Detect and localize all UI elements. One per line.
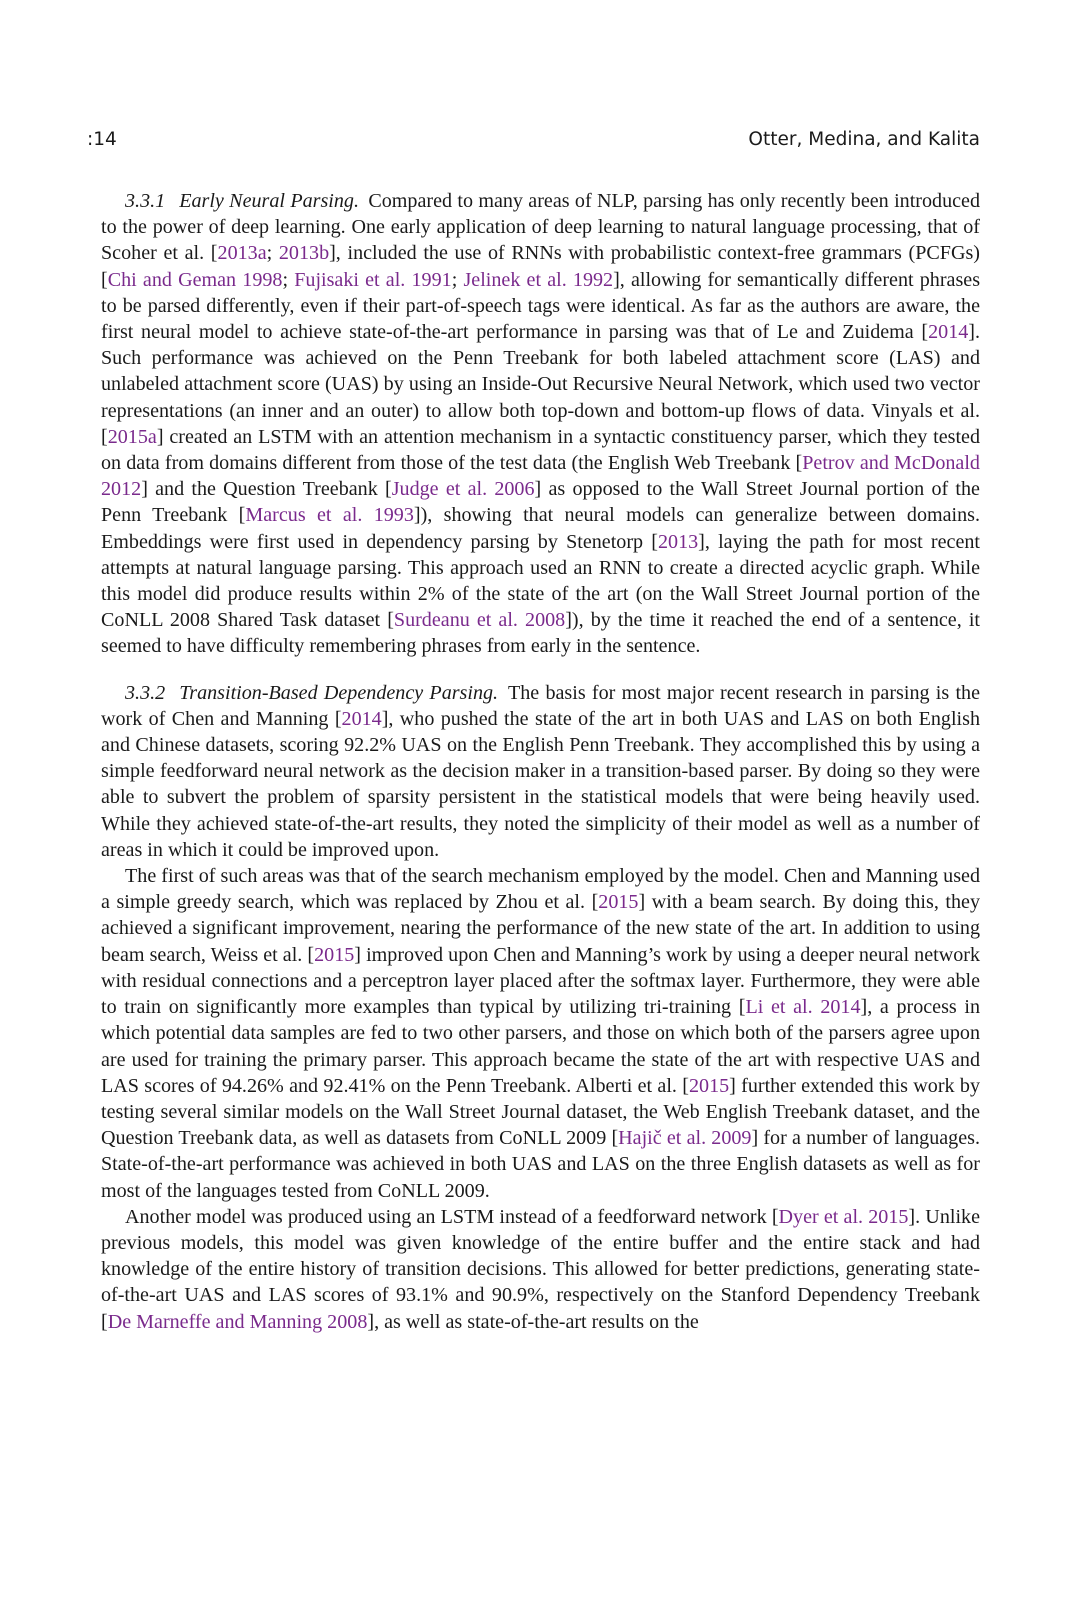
- citation-link[interactable]: 2013: [657, 530, 699, 553]
- citation-link[interactable]: Marcus et al. 1993: [245, 504, 414, 527]
- paragraph-lstm-model: [101, 1204, 980, 1335]
- paragraph-text: Compared to many areas of NLP, parsing has only recently been introduced to the power of deep learning. One early application of deep learning to natural language processing, that of Scoher et al. [: [101, 190, 980, 265]
- paragraph-text: ] improved upon Chen and Manning’s work by using a deeper neural network with residual connections and a perceptron layer placed after the softmax layer. Furthermore, they were able to train on significantly more examples than typical by utilizing tri-training [: [101, 943, 980, 1019]
- paragraph-text: ], as well as state-of-the-art results on the: [367, 1310, 699, 1333]
- paragraph-text: ]), showing that neural models can generalize between domains. Embeddings were first used in dependency parsing by Stenetorp [: [101, 504, 981, 553]
- citation-link[interactable]: 2015a: [107, 425, 157, 448]
- paragraph-search-mechanism: [101, 863, 980, 1204]
- paragraph-text: ] with a beam search. By doing this, they achieved a significant improvement, nearing the performance of the new state of the art. In addition to using beam search, Weiss et al. [: [101, 891, 980, 966]
- citation-link[interactable]: Surdeanu et al. 2008: [393, 609, 566, 632]
- citation-link[interactable]: 2014: [341, 707, 382, 730]
- section-title: Early Neural Parsing.: [179, 190, 359, 212]
- citation-link[interactable]: Judge et al. 2006: [391, 478, 535, 501]
- paragraph-text: ]. Unlike previous models, this model was given knowledge of the entire buffer and the entire stack and had knowledge of the entire history of transition decisions. This allowed for better predictions, generating state-of-the-art UAS and LAS scores of 93.1% and 90.9%, respectively on the Stanford Dependency Treebank [: [101, 1205, 980, 1333]
- paragraph-text: ] as opposed to the Wall Street Journal portion of the Penn Treebank [: [101, 478, 980, 527]
- paragraph-text: ;: [282, 268, 295, 291]
- paragraph-text: ] created an LSTM with an attention mechanism in a syntactic constituency parser, which they tested on data from domains different from those of the test data (the English Web Treebank [: [101, 425, 980, 475]
- citation-link[interactable]: Chi and Geman 1998: [107, 268, 283, 291]
- paragraph-text: ], a process in which potential data samples are fed to two other parsers, and those on which both of the parsers agree upon are used for training the primary parser. This approach became the state of the art with respective UAS and LAS scores of 94.26% and 92.41% on the Penn Treebank. Alberti et al. [: [101, 996, 981, 1097]
- section-number: 3.3.1: [125, 190, 166, 212]
- citation-link[interactable]: 2013b: [278, 242, 330, 265]
- citation-link[interactable]: 2014: [928, 321, 969, 344]
- citation-link[interactable]: Jelinek et al. 1992: [463, 268, 614, 291]
- citation-link[interactable]: Petrov and McDonald 2012: [101, 452, 980, 501]
- paragraph-text: ], laying the path for most recent attempts at natural language parsing. This approach used an RNN to create a directed acyclic graph. While this model did produce results within 2% of the state of the art (on the Wall Street Journal portion of the CoNLL 2008 Shared Task dataset [: [101, 530, 980, 632]
- paragraph-text: The first of such areas was that of the search mechanism employed by the model. Chen and Manning used a simple greedy search, which was replaced by Zhou et al. [: [101, 865, 980, 914]
- paragraph-text: Another model was produced using an LSTM instead of a feedforward network [: [125, 1205, 779, 1228]
- citation-link[interactable]: Li et al. 2014: [745, 996, 861, 1019]
- paragraph-text: ]. Such performance was achieved on the Penn Treebank for both labeled attachment score (LAS) and unlabeled attachment score (UAS) by using an Inside-Out Recursive Neural Network, which used two vector representations (an inner and an outer) to allow both top-down and bottom-up flows of data. Vinyals et al. [: [101, 321, 980, 448]
- citation-link[interactable]: 2015: [688, 1074, 730, 1097]
- section-title: Transition-Based Dependency Parsing.: [179, 681, 499, 704]
- paragraph-text: ], allowing for semantically different phrases to be parsed differently, even if their part-of-speech tags were identical. As far as the authors are aware, the first neural model to achieve state-of-the-art performance in parsing was that of Le and Zuidema [: [101, 268, 981, 344]
- citation-link[interactable]: 2015: [314, 943, 355, 966]
- paragraph-text: ] for a number of languages. State-of-the-art performance was achieved in both UAS and LAS on the three English datasets as well as for most of the languages tested from CoNLL 2009.: [101, 1127, 980, 1202]
- paragraph-text: The basis for most major recent research in parsing is the work of Chen and Manning [: [101, 681, 980, 730]
- citation-link[interactable]: Fujisaki et al. 1991: [294, 268, 452, 291]
- section-number: 3.3.2: [125, 681, 166, 704]
- paragraph-text: ;: [451, 268, 464, 291]
- body-text: [101, 188, 980, 1335]
- section-3-3-1-paragraph: [101, 188, 980, 660]
- citation-link[interactable]: 2015: [598, 891, 639, 914]
- paragraph-text: ], included the use of RNNs with probabilistic context-free grammars (PCFGs) [: [101, 242, 980, 291]
- citation-link[interactable]: Hajič et al. 2009: [618, 1127, 752, 1150]
- paragraph-text: ]), by the time it reached the end of a sentence, it seemed to have difficulty remembering phrases from early in the sentence.: [101, 609, 980, 658]
- paragraph-text: ] and the Question Treebank [: [141, 478, 392, 501]
- citation-link[interactable]: De Marneffe and Manning 2008: [107, 1310, 368, 1333]
- paragraph-text: ] further extended this work by testing several similar models on the Wall Street Journal dataset, the Web English Treebank dataset, and the Question Treebank data, as well as datasets from CoNLL 2009 [: [101, 1074, 980, 1150]
- citation-link[interactable]: Dyer et al. 2015: [778, 1205, 909, 1228]
- running-header: [87, 129, 980, 153]
- section-3-3-2-paragraph: [101, 680, 980, 863]
- page-number: :14: [87, 129, 117, 150]
- paragraph-text: ], who pushed the state of the art in both UAS and LAS on both English and Chinese datasets, scoring 92.2% UAS on the English Penn Treebank. They accomplished this by using a simple feedforward neural network as the decision maker in a transition-based parser. By doing so they were able to subvert the problem of sparsity persistent in the statistical models that were being heavily used. While they achieved state-of-the-art results, they noted the simplicity of their model as well as a number of areas in which it could be improved upon.: [101, 707, 981, 861]
- paragraph-text: ;: [266, 242, 279, 265]
- citation-link[interactable]: 2013a: [217, 242, 267, 265]
- running-header-authors: Otter, Medina, and Kalita: [748, 129, 980, 150]
